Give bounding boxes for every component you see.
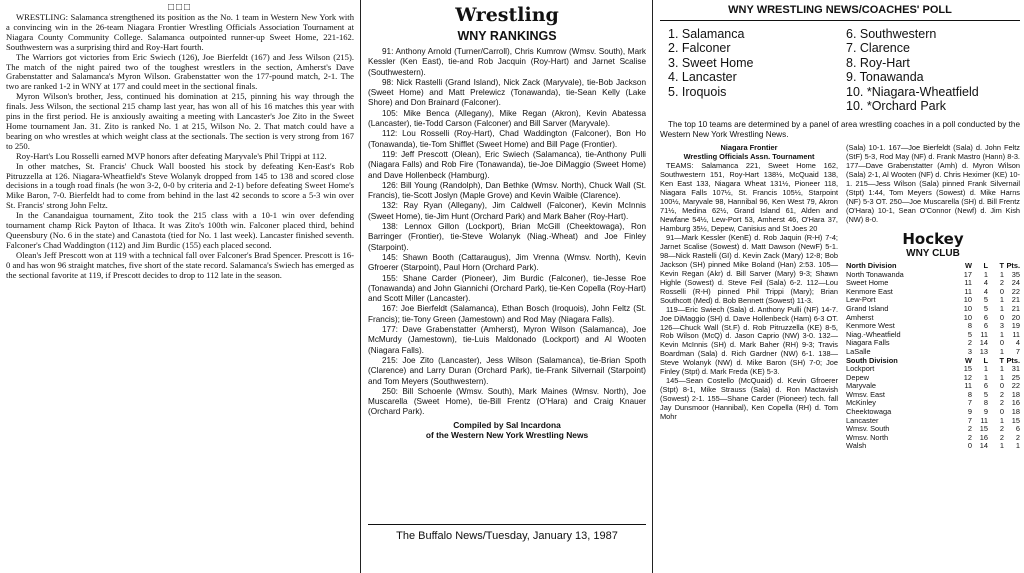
team-name: McKinley bbox=[846, 399, 876, 408]
ranking-entry: 250: Bill Schoenle (Wmsv. South), Mark Maines (Wmsv. North), Joe Muscarella (Sweet Home), tie-Bill Frentz (O'Hara) and Craig Knauer (Orchard Park). bbox=[368, 386, 646, 417]
stat-cell: 8 bbox=[967, 321, 972, 331]
lower-section bbox=[660, 144, 1020, 570]
table-row bbox=[846, 305, 1020, 314]
stat-cell: 0 bbox=[999, 286, 1004, 296]
stat-cell: 20 bbox=[1011, 312, 1020, 322]
results-and-hockey bbox=[842, 144, 1020, 570]
stat-cell: 31 bbox=[1011, 364, 1020, 374]
table-row bbox=[846, 279, 1020, 288]
stat-cell: 2 bbox=[967, 432, 972, 442]
results-paragraph: 91—Mark Kessler (KenE) d. Rob Jaquin (R-H) 7-4; Jarnet Scalise (Sowest) d. Matt Dawson (NewF) 5-1. 98—Nick Rastelli (GI) d. Kevin Zack (Mary) 12-8; Bob Jackson (SH) pinned Mike Boland (Han) 2:53. 105—Kevin Regan (Akr) d. Bill Sarver (Mary) 9-3; Shawn Highle (Sowest) d. Steve Feil (Sala) 6-2. 112—Lou Rosselli (R-H) pinned Phil Trippi (Mary); Brian Southcott (Med) d. Bob Bennett (Sowest) 11-3. bbox=[660, 232, 838, 305]
stat-cell: 14 bbox=[979, 338, 988, 348]
stat-cell: 15 bbox=[1011, 415, 1020, 425]
article-paragraph: Myron Wilson's brother, Jess, continued his domination at 215, pinning his way through the finals. Jess Wilson, the sectional 215 champ last year, has won all of his 16 matches this year with pins in the first period. He is anxiously awaiting a meeting with Lancaster's Joe Zito in the Sweet Home tournament Jan. 31. Zito is ranked No. 1 at 215, Wilson No. 2. That match could have a bearing on who wrestles at which weight class at the sectionals. The section is very strong from 167 to 250. bbox=[6, 91, 354, 151]
poll-item: 10. *Orchard Park bbox=[846, 99, 947, 114]
results-paragraph: 119—Eric Swiech (Sala) d. Anthony Pulli (NF) 14-7. Joe DiMaggio (SH) d. Dave Hollenbeck (Ham) 6-3 OT. 126—Chuck Wall (St.F) d. Rob Pitruzzella (KE) 8-5, Rob Wilson (McQ) d. Jason Caprio (NW) 3-0. 132—Kevin McInnis (SH) d. Mark Baher (RH) 9-3; Travis Boardman (Sala) d. Rich Gardner (NW) 6-1. 138—Steve Wolanyk (NW) d. Mike Baron (SH) 7-0; Joe Finley (Stpt) d. Mark Freda (KE) 5-3. bbox=[660, 304, 838, 377]
column-header: T bbox=[999, 355, 1004, 365]
team-name: Cheektowaga bbox=[846, 408, 892, 417]
stat-cell: 18 bbox=[1011, 407, 1020, 417]
stat-cell: 2 bbox=[999, 278, 1004, 288]
poll-item: 3. Sweet Home bbox=[668, 55, 754, 70]
stat-cell: 1 bbox=[983, 372, 988, 382]
team-name: Wmsv. North bbox=[846, 433, 889, 442]
stat-cell: 10 bbox=[963, 312, 972, 322]
rankings-column bbox=[368, 4, 646, 570]
team-name: Walsh bbox=[846, 442, 867, 451]
stat-cell: 1 bbox=[983, 364, 988, 374]
ranking-entry: 112: Lou Rosselli (Roy-Hart), Chad Waddington (Falconer), Bon Ho (Tonawanda), tie-Tom Shifflet (Sweet Home) and Bill Page (Frontier). bbox=[368, 129, 646, 149]
stat-cell: 2 bbox=[999, 389, 1004, 399]
stat-cell: 6 bbox=[1015, 424, 1020, 434]
article-paragraph: Olean's Jeff Prescott won at 119 with a technical fall over Falconer's Brad Spencer. Prescott is 16-0 and has won 96 straight matches, five short of the state record. Salamanca's Swiech has emerged as the sectional favorite at 119, if Prescott decides to drop to 112 late in the season. bbox=[6, 249, 354, 280]
stat-cell: 11 bbox=[1012, 329, 1020, 339]
stat-cell: 9 bbox=[983, 407, 988, 417]
stat-cell: 1 bbox=[999, 346, 1004, 356]
stat-cell: 1 bbox=[999, 441, 1004, 451]
poll-item: 6. Southwestern bbox=[846, 27, 937, 41]
division-header-row bbox=[846, 262, 1020, 271]
stat-cell: 5 bbox=[983, 389, 988, 399]
results-title: Niagara Frontier bbox=[720, 144, 778, 153]
results-title-sub: Wrestling Officials Assn. Tournament bbox=[683, 152, 815, 162]
stat-cell: 0 bbox=[999, 407, 1004, 417]
ranking-entry: 132: Ray Ryan (Allegany), Jim Caldwell (Falconer), Kevin McInnis (Sweet Home), tie-Jim Hunt (Orchard Park) and Mark Baher (Roy-Hart). bbox=[368, 201, 646, 221]
stat-cell: 1 bbox=[999, 269, 1004, 279]
stat-cell: 15 bbox=[963, 364, 972, 374]
poll-column bbox=[660, 4, 1020, 570]
south-division-standings bbox=[846, 357, 1020, 452]
table-row bbox=[846, 365, 1020, 374]
team-name: Grand Island bbox=[846, 304, 889, 313]
stat-cell: 1 bbox=[1015, 441, 1020, 451]
ranking-entry: 98: Nick Rastelli (Grand Island), Nick Zack (Maryvale), tie-Bob Jackson (Sweet Home) and Matt Prelewicz (Tonawanda), tie-Sean Kelly (Lake Shore) and Don Brainard (Falconer). bbox=[368, 77, 646, 108]
stat-cell: 4 bbox=[983, 286, 988, 296]
ranking-entry: 215: Joe Zito (Lancaster), Jess Wilson (Salamanca), tie-Brian Spoth (Clarence) and Larry Duran (Orchard Park), tie-Frank Silvernail (Starpoint) and Tom Meyers (Southwestern). bbox=[368, 355, 646, 386]
stat-cell: 7 bbox=[1015, 346, 1020, 356]
stat-cell: 16 bbox=[1011, 398, 1020, 408]
team-name: Lockport bbox=[846, 365, 875, 374]
stat-cell: 1 bbox=[999, 295, 1004, 305]
compiled-credit-source: of the Western New York Wrestling News bbox=[425, 430, 589, 441]
ranking-entry: 138: Lennox Gillon (Lockport), Brian McGill (Cheektowaga), Ron Barringer (Frontier), tie-Steve Wolanyk (Niag.-Wheat) and Joe Finley (Starpoint). bbox=[368, 222, 646, 252]
stat-cell: 1 bbox=[999, 329, 1004, 339]
table-row bbox=[846, 374, 1020, 383]
stat-cell: 11 bbox=[964, 278, 972, 288]
table-row bbox=[846, 314, 1020, 323]
poll-list-right bbox=[838, 27, 1018, 113]
stat-cell: 6 bbox=[983, 312, 988, 322]
hockey-standings-table bbox=[846, 262, 1020, 451]
column-header: L bbox=[983, 260, 988, 270]
stat-cell: 18 bbox=[1011, 389, 1020, 399]
wrestling-title: Wrestling bbox=[455, 4, 559, 26]
north-division-standings bbox=[846, 262, 1020, 357]
stat-cell: 1 bbox=[999, 415, 1004, 425]
article-paragraph: In other matches, St. Francis' Chuck Wall boosted his stock by defeating Ken-East's Rob Pitruzzella at 126. Niagara-Wheatfield's Steve Wolanyk dropped from 145 to 138 and scored close decisions in a tough road finals (he won 3-2, 0-0 by criteria and 2-1) before defeating Sweet Home's Mike Baron, 7-0. Bierfeldt had to come from behind in the last 42 seconds to score a 5-3 win over St. Francis' strong John Feltz. bbox=[6, 160, 354, 211]
table-row bbox=[846, 399, 1020, 408]
column-header: Pts. bbox=[1006, 355, 1020, 365]
table-row bbox=[846, 296, 1020, 305]
team-name: Niag.-Wheatfield bbox=[846, 330, 901, 339]
results-paragraph: TEAMS: Salamanca 221, Sweet Home 162, Southwestern 151, Roy-Hart 138½, McQuaid 138, Ken East 133, Niagara Wheat 131½, Pioneer 118, Niagara Falls 107½, St. Francis 105½, Starpoint 100½, Maryvale 98, Hannibal 96, Ken West 79, Akron 71½, Medina 62½, Grand Island 61, Alden and Newfane 54½, Lew-Port 53, Amherst 46, O'Hara 37, Hamburg 35½, Depew, Canisius and St Joes 20 bbox=[660, 161, 838, 234]
team-name: Lancaster bbox=[846, 416, 879, 425]
stat-cell: 2 bbox=[999, 424, 1004, 434]
table-row bbox=[846, 417, 1020, 426]
article-paragraph: WRESTLING: Salamanca strengthened its position as the No. 1 team in Western New York with a convincing win in the 26-team Niagara Frontier Wrestling Officials Association Tournament at Niagara County Community College. Salamanca outpointed runner-up Sweet Home, 221-162. Southwestern was a surprising third and Roy-Hart fourth. bbox=[6, 12, 354, 52]
column-header: T bbox=[999, 260, 1004, 270]
team-name: Depew bbox=[846, 373, 870, 382]
team-name: LaSalle bbox=[846, 347, 871, 356]
newspaper-footer: The Buffalo News/Tuesday, January 13, 1987 bbox=[368, 524, 646, 542]
stat-cell: 4 bbox=[983, 278, 988, 288]
team-name: Sweet Home bbox=[846, 279, 889, 288]
stat-cell: 10 bbox=[963, 295, 972, 305]
stat-cell: 1 bbox=[999, 372, 1004, 382]
article-paragraph: Roy-Hart's Lou Rosselli earned MVP honors after defeating Maryvale's Phil Trippi at 112. bbox=[16, 150, 327, 161]
tournament-results bbox=[660, 144, 842, 570]
stat-cell: 35 bbox=[1011, 269, 1020, 279]
ranking-entry: 167: Joe Bierfeldt (Salamanca), Ethan Bosch (Iroquois), John Feltz (St. Francis); tie-Tony Green (Jamestown) and Rod May (Niagara Falls). bbox=[368, 304, 646, 324]
table-row bbox=[846, 331, 1020, 340]
column-header: Pts. bbox=[1006, 260, 1020, 270]
poll-item: 9. Tonawanda bbox=[846, 70, 924, 85]
team-name: Kenmore East bbox=[846, 287, 893, 296]
team-name: Kenmore West bbox=[846, 322, 895, 331]
stat-cell: 8 bbox=[967, 389, 972, 399]
compiled-credit: Compiled by Sal Incardona bbox=[453, 419, 561, 430]
stat-cell: 14 bbox=[979, 441, 988, 451]
stat-cell: 10 bbox=[963, 303, 972, 313]
stat-cell: 0 bbox=[967, 441, 972, 451]
stat-cell: 4 bbox=[1015, 338, 1020, 348]
stat-cell: 21 bbox=[1011, 303, 1020, 313]
stat-cell: 5 bbox=[983, 303, 988, 313]
table-row bbox=[846, 339, 1020, 348]
table-row bbox=[846, 271, 1020, 280]
club-title: WNY CLUB bbox=[906, 248, 960, 260]
stat-cell: 25 bbox=[1011, 372, 1020, 382]
team-name: Wmsv. East bbox=[846, 390, 885, 399]
results-paragraph: 145—Sean Costello (McQuaid) d. Kevin Gfroerer (Stpt) 8-1, Mike Strauss (Sala) d. Ron Mactavish (Sowest) 2-1. 155—Shane Carder (Pioneer) tech. fall Jay Dunsmoor (Hannibal), Ken Copella (RH) d. Tom Mohr bbox=[660, 376, 838, 422]
stat-cell: 9 bbox=[967, 407, 972, 417]
stat-cell: 15 bbox=[979, 424, 988, 434]
poll-note: The top 10 teams are determined by a panel of area wrestling coaches in a poll conducted by the Western New York Wrestling News. bbox=[660, 120, 1020, 140]
rankings-subtitle: WNY RANKINGS bbox=[457, 29, 557, 43]
team-name: Niagara Falls bbox=[846, 339, 890, 348]
stat-cell: 7 bbox=[967, 398, 972, 408]
division-name: North Division bbox=[846, 260, 897, 270]
column-header: W bbox=[965, 355, 972, 365]
stat-cell: 2 bbox=[999, 432, 1004, 442]
article-paragraph: The Warriors got victories from Eric Swiech (126), Joe Bierfeldt (167) and Jess Wilson (215). The match of the night paired two of the toughest wrestlers in the section, Amherst's Dave Grabenstatter and Salamanca's Myron Wilson. Grabenstatter won the 177-pound match, 2-1. The two are ranked 1-2 in WNY at 177 and could meet in the sectional finals. bbox=[6, 51, 354, 92]
poll-item: 8. Roy-Hart bbox=[846, 55, 910, 70]
table-row bbox=[846, 288, 1020, 297]
hockey-title: Hockey bbox=[902, 230, 964, 249]
ranking-entry: 155: Shane Carder (Pioneer), Jim Burdic (Falconer), tie-Jesse Roe (Tonawanda) and John Giannichi (Orchard Park), tie-Ken Copella (Roy-Hart) and Scott Miller (Lancaster). bbox=[368, 273, 646, 304]
stat-cell: 1 bbox=[999, 364, 1004, 374]
ranking-entry: 119: Jeff Prescott (Olean), Eric Swiech (Salamanca), tie-Anthony Pulli (Niagara Falls) and Rob Fire (Tonawanda), tie-Joe DiMaggio (Sweet Home) and Dave Hollenbeck (Hamburg). bbox=[368, 149, 646, 180]
ranking-entry: 126: Bill Young (Randolph), Dan Bethke (Wmsv. North), Chuck Wall (St. Francis), tie-Scott Joslyn (Maple Grove) and Kevin Waible (Clarence). bbox=[368, 180, 646, 201]
poll-list-left bbox=[660, 27, 838, 113]
stat-cell: 24 bbox=[1011, 278, 1020, 288]
stat-cell: 2 bbox=[967, 424, 972, 434]
ranking-entry: 105: Mike Benca (Allegany), Mike Regan (Akron), Kevin Abatessa (Lancaster), tie-Todd Carson (Falconer) and Bill Sarver (Maryvale). bbox=[368, 108, 646, 129]
ranking-entry: 91: Anthony Arnold (Turner/Carroll), Chris Kumrow (Wmsv. South), Mark Kessler (Ken East), tie-and Rob Jacquin (Roy-Hart) and Jarnet Scalise (Southwestern). bbox=[368, 47, 646, 77]
stat-cell: 11 bbox=[964, 286, 972, 296]
poll-item: 1. Salamanca bbox=[668, 27, 745, 41]
division-name: South Division bbox=[846, 355, 898, 365]
table-row bbox=[846, 425, 1020, 434]
stat-cell: 12 bbox=[963, 372, 972, 382]
stat-cell: 1 bbox=[999, 303, 1004, 313]
stat-cell: 11 bbox=[980, 329, 988, 339]
column-header: L bbox=[983, 355, 988, 365]
stat-cell: 1 bbox=[983, 269, 988, 279]
column-divider bbox=[652, 0, 653, 573]
stat-cell: 5 bbox=[967, 329, 972, 339]
stat-cell: 2 bbox=[1015, 432, 1020, 442]
poll-item: 2. Falconer bbox=[668, 41, 731, 56]
division-header-row bbox=[846, 357, 1020, 366]
table-row bbox=[846, 391, 1020, 400]
stat-cell: 11 bbox=[964, 381, 972, 391]
stat-cell: 22 bbox=[1011, 381, 1020, 391]
left-article bbox=[6, 2, 354, 572]
coaches-poll bbox=[660, 27, 1020, 113]
stat-cell: 16 bbox=[979, 432, 988, 442]
section-marker: □□□ bbox=[167, 2, 193, 13]
stat-cell: 13 bbox=[979, 346, 988, 356]
table-row bbox=[846, 382, 1020, 391]
team-name: Lew-Port bbox=[846, 296, 876, 305]
table-row bbox=[846, 434, 1020, 443]
ranking-entry: 177: Dave Grabenstatter (Amherst), Myron Wilson (Salamanca), Joe McMurdy (Jamestown), tie-Luis Maldonado (Lockport) and Al Wooten (Niagara Falls). bbox=[368, 325, 646, 355]
stat-cell: 7 bbox=[967, 415, 972, 425]
stat-cell: 22 bbox=[1011, 286, 1020, 296]
table-row bbox=[846, 442, 1020, 451]
stat-cell: 11 bbox=[980, 415, 988, 425]
stat-cell: 0 bbox=[999, 312, 1004, 322]
poll-item: 5. Iroquois bbox=[668, 84, 727, 99]
poll-item: 7. Clarence bbox=[846, 41, 910, 56]
results-continued: (Sala) 10-1. 167—Joe Bierfeldt (Sala) d. John Feltz (StF) 5-3, Rod May (NF) d. Frank Mastro (Hann) 8-3. 177—Dave Grabenstatter (Amh) d. Myron Wilson (Sala) 2-1, Al Wooten (NF) d. Chris Heximer (KE) 10-1. 215—Jess Wilson (Sala) pinned Frank Silvernail (Stpt) 1:44, Tom Meyers (Sowest) d. Mike Harns (NF) 5-3 OT. 250—Joe Muscarella (SH) d. Bill Frentz (O'Hara) 10-1, Sean O'Connor (Newf) d. Jim Kish (NW) 8-0. bbox=[846, 143, 1020, 225]
team-name: Maryvale bbox=[846, 382, 876, 391]
stat-cell: 19 bbox=[1011, 321, 1020, 331]
team-name: North Tonawanda bbox=[846, 270, 904, 279]
stat-cell: 3 bbox=[967, 346, 972, 356]
table-row bbox=[846, 322, 1020, 331]
stat-cell: 2 bbox=[999, 398, 1004, 408]
stat-cell: 6 bbox=[983, 381, 988, 391]
stat-cell: 0 bbox=[999, 381, 1004, 391]
team-name: Amherst bbox=[846, 313, 874, 322]
article-paragraph: In the Canandaigua tournament, Zito took the 215 class with a 10-1 win over defending tournament champ Rick Payton of Ithaca. It was Zito's 100th win. Falconer placed third, behind Queensbury (No. 6 in the state) and Canastota (tied for No. 1 last week). Lancaster finished seventh. Falconer's Chad Waddington (112) and Jim Burdic (155) each placed second. bbox=[6, 210, 354, 250]
stat-cell: 2 bbox=[967, 338, 972, 348]
ranking-entry: 145: Shawn Booth (Cattaraugus), Jim Vrenna (Wmsv. North), Kevin Gfroerer (Starpoint), Paul Horn (Orchard Park). bbox=[368, 252, 646, 273]
column-divider bbox=[360, 0, 361, 573]
team-name: Wmsv. South bbox=[846, 425, 890, 434]
stat-cell: 21 bbox=[1011, 295, 1020, 305]
stat-cell: 3 bbox=[999, 321, 1004, 331]
poll-item: 10. *Niagara-Wheatfield bbox=[846, 84, 979, 99]
stat-cell: 0 bbox=[999, 338, 1004, 348]
rankings-list bbox=[368, 47, 646, 418]
stat-cell: 17 bbox=[963, 269, 972, 279]
column-header: W bbox=[965, 260, 972, 270]
table-row bbox=[846, 408, 1020, 417]
poll-item: 4. Lancaster bbox=[668, 70, 737, 85]
stat-cell: 6 bbox=[983, 321, 988, 331]
stat-cell: 8 bbox=[983, 398, 988, 408]
stat-cell: 5 bbox=[983, 295, 988, 305]
poll-header: WNY WRESTLING NEWS/COACHES' POLL bbox=[660, 4, 1020, 21]
